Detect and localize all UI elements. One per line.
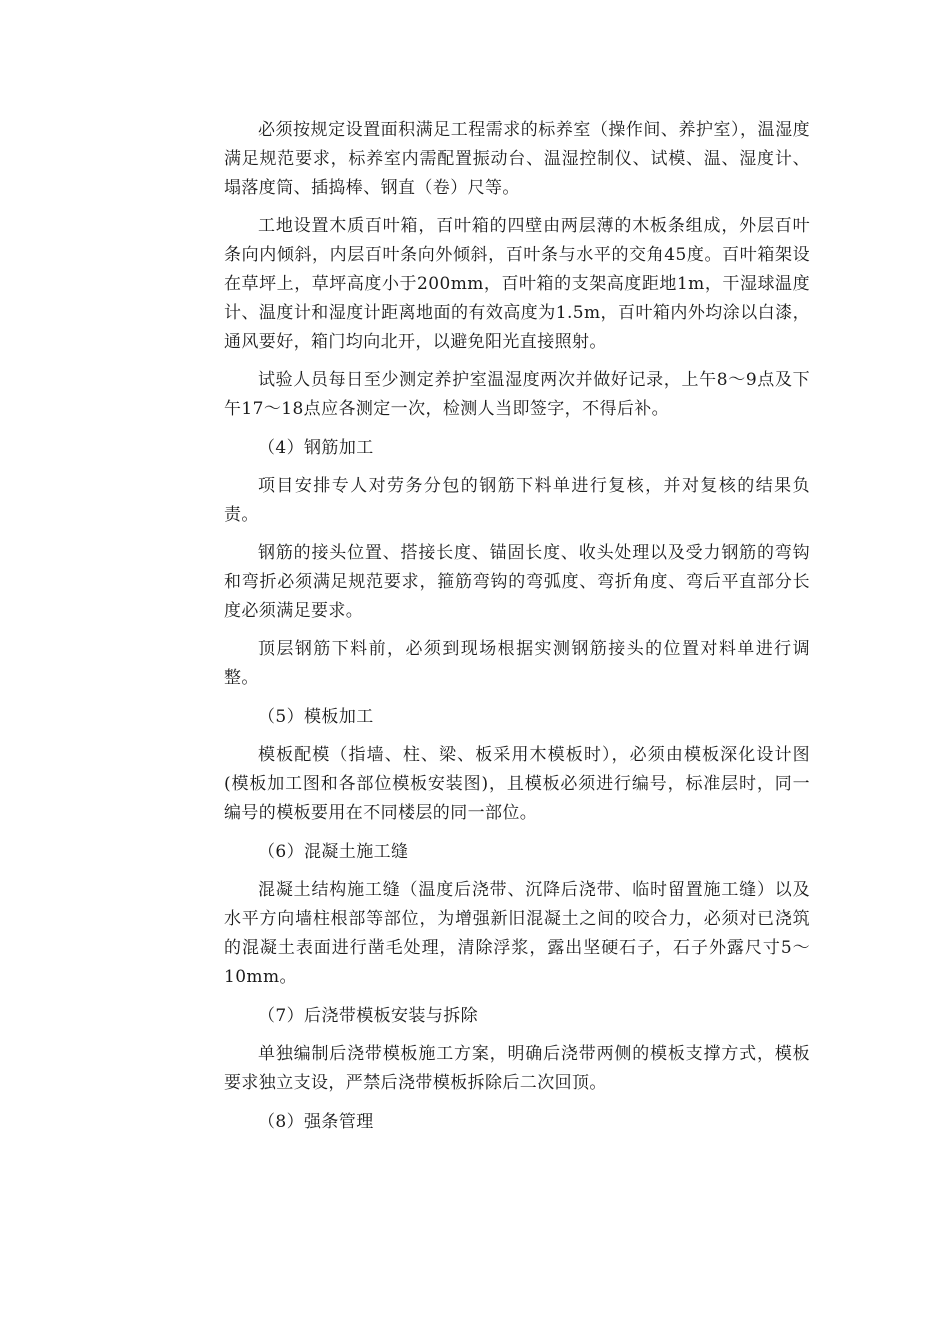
paragraph-rebar-joints: 钢筋的接头位置、搭接长度、锚固长度、收头处理以及受力钢筋的弯钩和弯折必须满足规范要求，箍筋弯钩的弯弧度、弯折角度、弯后平直部分长度必须满足要求。	[224, 543, 810, 621]
heading-mandatory-provisions: （8）强条管理	[258, 1112, 374, 1132]
paragraph-temperature-record: 试验人员每日至少测定养护室温湿度两次并做好记录，上午8～9点及下午17～18点应各测定一次，检测人当即签字，不得后补。	[224, 370, 810, 419]
paragraph-post-pour-strip: 单独编制后浇带模板施工方案，明确后浇带两侧的模板支撑方式，模板要求独立支设，严禁后浇带模板拆除后二次回顶。	[224, 1044, 810, 1093]
document-body	[224, 116, 810, 1146]
paragraph-louver-box: 工地设置木质百叶箱，百叶箱的四壁由两层薄的木板条组成，外层百叶条向内倾斜，内层百叶条向外倾斜，百叶条与水平的交角45度。百叶箱架设在草坪上，草坪高度小于200mm，百叶箱的支架高度距地1m，干湿球温度计、温度计和湿度计距离地面的有效高度为1.5m，百叶箱内外均涂以白漆，通风要好，箱门均向北开，以避免阳光直接照射。	[224, 216, 810, 352]
heading-post-pour-strip: （7）后浇带模板安装与拆除	[258, 1006, 479, 1026]
paragraph-curing-room: 必须按规定设置面积满足工程需求的标养室（操作间、养护室），温湿度满足规范要求，标养室内需配置振动台、温湿控制仪、试模、温、湿度计、塌落度筒、插捣棒、钢直（卷）尺等。	[224, 120, 810, 198]
paragraph-rebar-review: 项目安排专人对劳务分包的钢筋下料单进行复核，并对复核的结果负责。	[224, 476, 810, 525]
paragraph-formwork-matching: 模板配模（指墙、柱、梁、板采用木模板时），必须由模板深化设计图(模板加工图和各部位模板安装图)，且模板必须进行编号，标准层时，同一编号的模板要用在不同楼层的同一部位。	[224, 745, 810, 823]
paragraph-top-rebar: 顶层钢筋下料前，必须到现场根据实测钢筋接头的位置对料单进行调整。	[224, 639, 810, 688]
heading-rebar-processing: （4）钢筋加工	[258, 438, 374, 458]
heading-construction-joint: （6）混凝土施工缝	[258, 842, 409, 862]
paragraph-construction-joint: 混凝土结构施工缝（温度后浇带、沉降后浇带、临时留置施工缝）以及水平方向墙柱根部等部位，为增强新旧混凝土之间的咬合力，必须对已浇筑的混凝土表面进行凿毛处理，清除浮浆，露出坚硬石子，石子外露尺寸5～10mm。	[224, 880, 810, 987]
heading-formwork-processing: （5）模板加工	[258, 707, 374, 727]
